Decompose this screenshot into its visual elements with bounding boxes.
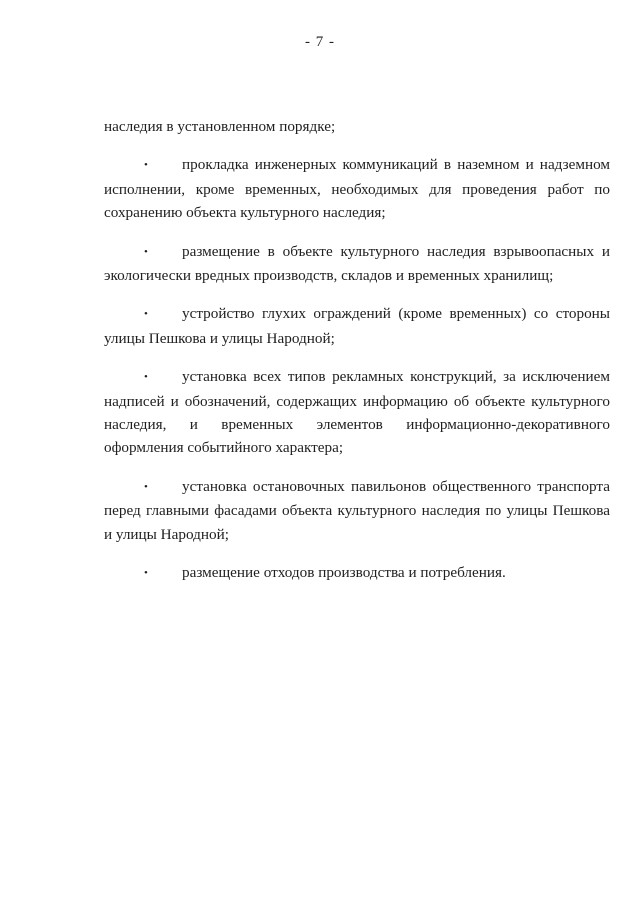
bullet-icon: •	[144, 245, 148, 258]
list-item	[104, 302, 610, 350]
list-item-text: прокладка инженерных коммуникаций в наземном и надземном исполнении, кроме временных, необходимых для проведения работ по сохранению объекта культурного наследия;	[104, 156, 610, 222]
list-item	[104, 153, 610, 224]
bullet-icon: •	[144, 371, 148, 384]
bullet-icon: •	[144, 159, 148, 172]
restrictions-list	[104, 153, 610, 585]
list-item-text: установка остановочных павильонов общественного транспорта перед главными фасадами объекта культурного наследия по улицы Пешкова и улицы Народной;	[104, 477, 610, 543]
list-item	[104, 240, 610, 288]
list-item	[104, 365, 610, 460]
document-body	[104, 115, 610, 586]
bullet-icon: •	[144, 308, 148, 321]
list-item-text: устройство глухих ограждений (кроме временных) со стороны улицы Пешкова и улицы Народной;	[104, 305, 610, 347]
bullet-icon: •	[144, 567, 148, 580]
list-item-text: установка всех типов рекламных конструкций, за исключением надписей и обозначений, содержащих информацию об объекте культурного наследия, и временных элементов информационно-декоративного оформления событийного характера;	[104, 368, 610, 457]
list-item-text: размещение отходов производства и потребления.	[182, 564, 506, 582]
page-number: - 7 -	[305, 34, 335, 50]
list-item-text: размещение в объекте культурного наследия взрывоопасных и экологически вредных производств, складов и временных хранилищ;	[104, 242, 610, 285]
list-item	[104, 561, 610, 585]
bullet-icon: •	[144, 480, 148, 493]
intro-text: наследия в установленном порядке;	[104, 118, 336, 135]
list-item	[104, 475, 610, 546]
